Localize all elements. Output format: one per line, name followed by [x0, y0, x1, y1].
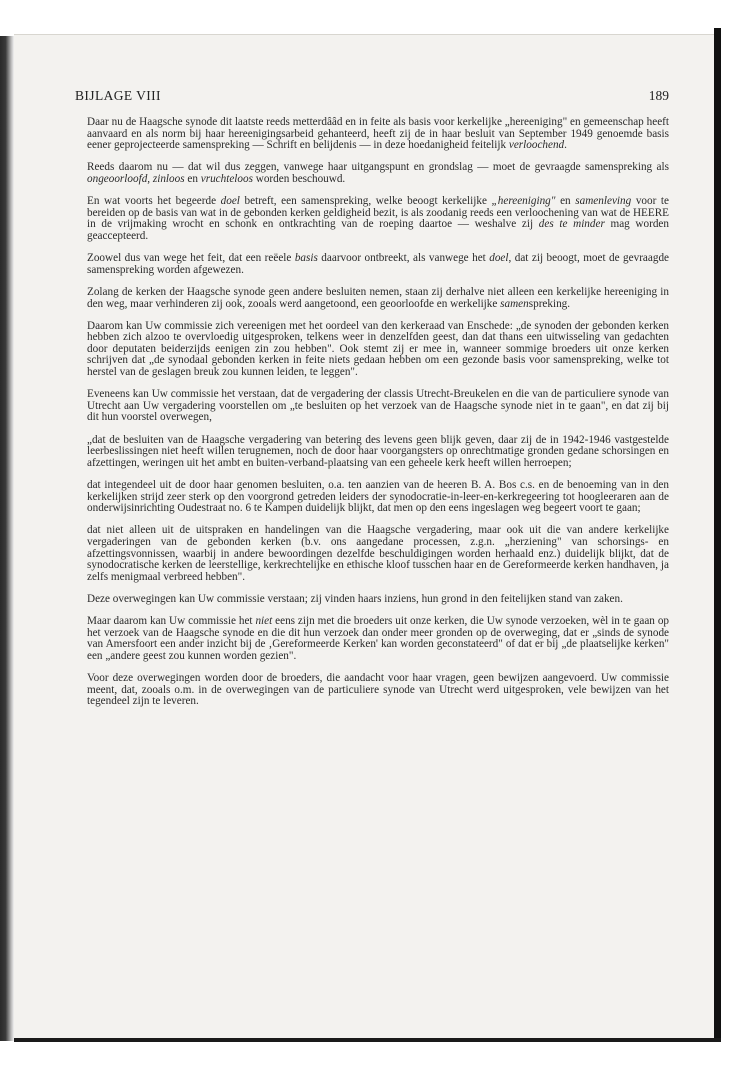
paragraph [87, 162, 669, 185]
emphasized-text: des te minder [538, 218, 605, 231]
text-run: „dat de besluiten van de Haagsche vergadering van betering des levens geen blijk geven, daar zij de in 1942-1946 vastgestelde leerbeslissingen niet heeft willen terugnemen, noch de door haar voorgangsters op onrechtmatige gronden gedane schorsingen en afzettingen, weringen uit het ambt en buiten-verband-plaatsing van een geheele kerk heeft willen herroepen; [87, 433, 669, 469]
emphasized-text: samen [500, 297, 529, 310]
body-text [87, 117, 669, 718]
text-run: mag worden geaccepteerd. [87, 218, 669, 242]
emphasized-text: „hereeniging" [491, 195, 556, 208]
emphasized-text: verloochend [508, 139, 565, 152]
paragraph [87, 321, 669, 379]
text-run: En wat voorts het begeerde [87, 195, 221, 208]
text-run: , dat zij beoogt, moet de gevraagde samenspreking worden afgewezen. [87, 252, 670, 276]
paragraph [87, 117, 669, 152]
emphasized-text: samenleving [575, 195, 632, 208]
emphasized-text: vruchteloos [200, 172, 253, 185]
paragraph [87, 389, 669, 424]
page-bottom-edge [14, 1038, 721, 1042]
text-run: worden beschouwd. [252, 172, 346, 185]
running-header [75, 88, 669, 108]
text-run: Maar daarom kan Uw commissie het [87, 615, 256, 628]
paragraph [87, 253, 669, 276]
text-run: Daar nu de Haagsche synode dit laatste reeds metterdââd en in feite als basis voor kerkelijke „hereeniging" en gemeenschap heeft aanvaard en als norm bij haar hereenigingsarbeid gehanteerd, heeft zij de in haar besluit van September 1949 genoemde basis eener geprojecteerde samenspreking — Schrift en belijdenis — in deze hoedanigheid feitelijk [87, 116, 669, 152]
text-run: Eveneens kan Uw commissie het verstaan, dat de vergadering der classis Utrecht-Breukelen en die van de particuliere synode van Utrecht aan Uw vergadering voorstellen om „te besluiten op het verzoek van de Haagsche synode niet in te gaan", en dat zij bij dit hun voorstel overwegen, [87, 388, 669, 424]
text-run: Voor deze overwegingen worden door de broeders, die aandacht voor haar vragen, geen bewijzen aangevoerd. Uw commissie meent, dat, zooals o.m. in de overwegingen van de particuliere synode van Utrecht werd uitgesproken, vele bewijzen van het tegendeel zijn te leveren. [87, 672, 669, 708]
paragraph [87, 196, 669, 242]
text-run: voor te bereiden op de basis van wat in de gebonden kerken geldigheid bezit, is als zoodanig reeds een verloochening van wat de HEERE in de vrijmaking wrocht en schonk en ontkrachting van de roeping daartoe — weshalve zij [87, 195, 670, 231]
text-run: en [184, 172, 201, 185]
text-run: Daarom kan Uw commissie zich vereenigen met het oordeel van den kerkeraad van Enschede: „de synoden der gebonden kerken hebben zich alzoo te overvloedig uitgesproken, telkens weer in denzelfden geest, dan dat thans een uitwisseling van gedachten door deputaten beiderzijds eenigen zin zou hebben". Ook stemt zij er mee in, wanneer sommige broeders uit onze kerken schrijven dat „de synodaal gebonden kerken in feite niets gedaan hebben om een gezonde basis voor samenspreking, welke tot herstel van de geslagen breuk zou kunnen leiden, te leggen". [87, 319, 669, 379]
emphasized-text: basis [294, 252, 318, 265]
paragraph [87, 525, 669, 583]
paragraph [87, 480, 669, 515]
text-run: en [555, 195, 576, 208]
text-run: dat niet alleen uit de uitspraken en handelingen van die Haagsche vergadering, maar ook uit die van andere kerkelijke vergaderingen van de gebonden kerken (b.v. ons aangedane processen, z.g.n. „herziening" van schorsings- en afzettingsvonnissen, waarbij in andere bewoordingen dezelfde beschuldigingen worden herhaald enz.) duidelijk blijkt, dat de synodocratische kerken de leerstellige, kerkrechtelijke en ethische kloof tusschen haar en de Gereformeerde kerken handhaven, ja zelfs menigmaal verbreed hebben". [87, 524, 669, 583]
emphasized-text: doel [220, 195, 240, 208]
text-run: daarvoor ontbreekt, als vanwege het [317, 252, 490, 265]
book-spine-shadow [0, 36, 14, 1041]
text-run: eens zijn met die broeders uit onze kerken, die Uw synode verzoeken, wèl in te gaan op het verzoek van de Haagsche synode en die dit hun verzoek dan onder meer gronden op de overweging, dat er „sinds de synode van Amersfoort een ander inzicht bij de ‚Gereformeerde Kerken' kan worden geconstateerd" of dat er bij „de plaatselijke kerken" een „andere geest zou kunnen worden gezien". [87, 615, 670, 662]
emphasized-text: doel [489, 252, 509, 265]
paragraph [87, 435, 669, 470]
page-number: 189 [648, 88, 669, 103]
text-run: Zolang de kerken der Haagsche synode geen andere besluiten nemen, staan zij derhalve niet alleen een kerkelijke hereeniging in den weg, maar verhinderen zij ook, zooals werd aangetoond, een geoorloofde en werkelijke [87, 285, 669, 310]
emphasized-text: niet [255, 615, 273, 628]
paragraph [87, 287, 669, 310]
emphasized-text: ongeoorloofd, zinloos [87, 172, 185, 185]
text-run: dat integendeel uit de door haar genomen besluiten, o.a. ten aanzien van de heeren B. A. Bos c.s. en de benoeming van in den kerkelijken strijd zeer sterk op den voorgrond getreden leiders der synodocratie-in-leer-en-kerkregeering tot hoogleeraren aan de onderwijsinrichting Oudestraat no. 6 te Kampen duidelijk blijkt, dat men op den eens ingeslagen weg begeert voort te gaan; [87, 479, 669, 515]
section-title: BIJLAGE VIII [75, 88, 161, 103]
text-run: . [564, 139, 567, 152]
text-run: Deze overwegingen kan Uw commissie verstaan; zij vinden haars inziens, hun grond in den feitelijken stand van zaken. [87, 592, 623, 605]
paragraph [87, 616, 669, 662]
text-run: spreking. [528, 297, 571, 310]
page-right-edge [714, 28, 721, 1042]
text-run: Zoowel dus van wege het feit, dat een reëele [87, 252, 295, 265]
text-run: Reeds daarom nu — dat wil dus zeggen, vanwege haar uitgangspunt en grondslag — moet de gevraagde samenspreking als [87, 161, 669, 174]
paragraph [87, 673, 669, 708]
paragraph [87, 594, 669, 606]
text-run: betreft, een samenspreking, welke beoogt kerkelijke [239, 195, 492, 208]
